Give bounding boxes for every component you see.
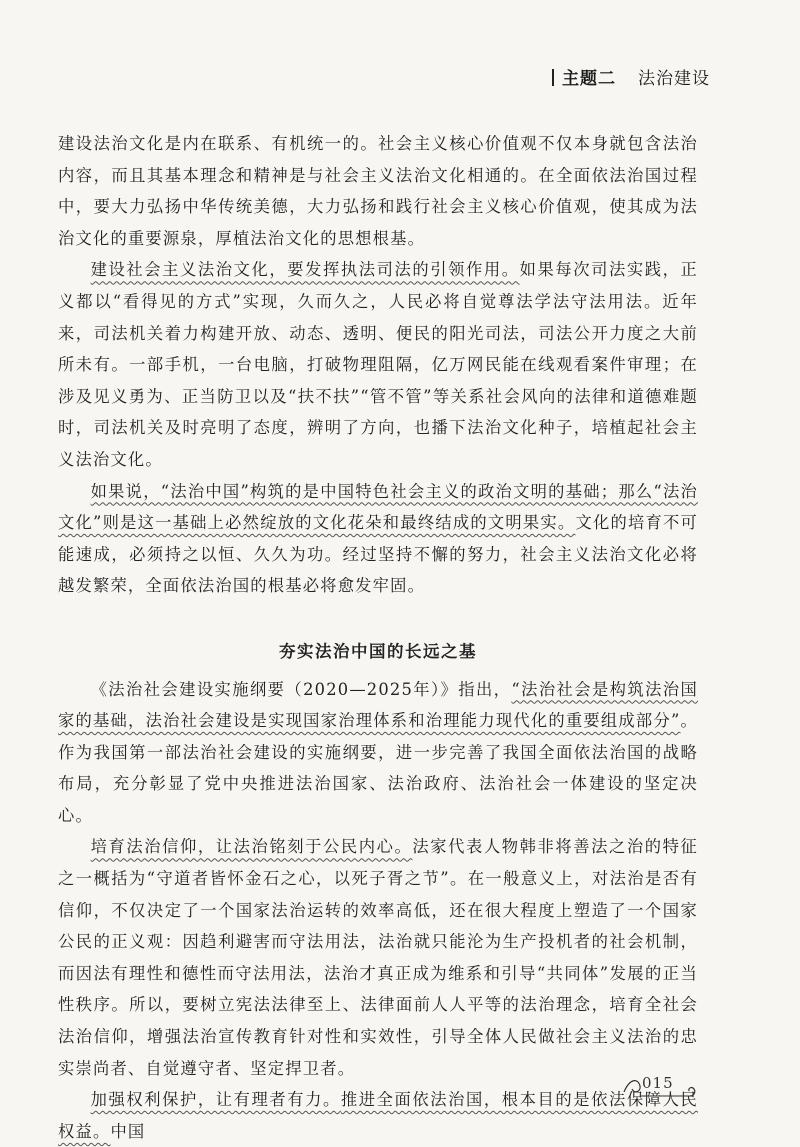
paragraph-text: 。作为我国第一部法治社会建设的实施纲要，进一步完善了我国全面依法治国的战略布局，充分彰显了党中央推进法治国家、法治政府、法治社会一体建设的坚定决心。 (58, 711, 698, 825)
section-title: 夯实法治中国的长远之基 (279, 641, 477, 661)
highlighted-sentence: 推进全面依法治国，根本目的是依法保障人民权益。 (58, 1090, 698, 1141)
highlighted-sentence: 加强权利保护，让有理者有力。 (90, 1090, 341, 1110)
header-divider (552, 69, 554, 86)
paragraph-text: 法家代表人物韩非将善法之治的特征之一概括为“守道者皆怀金石之心，以死子胥之节”。在一般意义上，对法治是否有信仰，不仅决定了一个国家法治运转的效率高低，还在很大程度上塑造了一个国家公民的正义观：因趋利避害而守法用法，法治就只能沦为生产投机者的社会机制，而因法有理性和德性而守法用法，法治才真正成为维系和引导“共同体”发展的正当性秩序。所以，要树立宪法法律至上、法律面前人人平等的法治理念，培育全社会法治信仰，增强法治宣传教育针对性和实效性，引导全体人民做社会主义法治的忠实崇尚者、自觉遵守者、坚定捍卫者。 (58, 837, 699, 1078)
paragraph-2 (58, 254, 698, 475)
paragraph-3 (58, 476, 698, 602)
paragraph-6 (58, 1084, 698, 1147)
highlighted-sentence: 如果说，“法治中国”构筑的是中国特色社会主义的政治文明的基础；那么“法治文化”则是这一基础上必然绽放的文化花朵和最终结成的文明果实。 (58, 481, 698, 533)
paragraph-text: 中国 (110, 1121, 146, 1141)
page-body (58, 128, 698, 1147)
highlighted-sentence: 培育法治信仰，让法治铭刻于公民内心。 (90, 837, 413, 857)
header-title: 法治建设 (638, 69, 710, 89)
page-number: 015 (642, 1074, 674, 1092)
highlighted-sentence: 建设社会主义法治文化，要发挥执法司法的引领作用。 (90, 260, 520, 280)
paragraph-5 (58, 831, 698, 1084)
header-theme: 主题二 (562, 69, 616, 89)
paragraph-1: 建设法治文化是内在联系、有机统一的。社会主义核心价值观不仅本身就包含法治内容，而且其基本理念和精神是与社会主义法治文化相通的。在全面依法治国过程中，要大力弘扬中华传统美德，大力弘扬和践行社会主义核心价值观，使其成为法治文化的重要源泉，厚植法治文化的思想根基。 (58, 134, 698, 248)
page-footer (620, 1072, 700, 1102)
paragraph-text: 文化的培育不可能速成，必须持之以恒、久久为功。经过坚持不懈的努力，社会主义法治文化必将越发繁荣，全面依法治国的根基必将愈发牢固。 (58, 513, 698, 596)
paragraph-4 (58, 674, 698, 832)
running-header (552, 64, 710, 89)
paragraph-text: 《法治社会建设实施纲要（2020—2025年）》指出， (90, 679, 512, 699)
highlighted-sentence: “法治社会是构筑法治国家的基础，法治社会建设是实现国家治理体系和治理能力现代化的重要组成部分” (58, 679, 698, 731)
paragraph-text: 如果每次司法实践，正义都以“看得见的方式”实现，久而久之，人民必将自觉尊法学法守法用法。近年来，司法机关着力构建开放、动态、透明、便民的阳光司法，司法公开力度之大前所未有。一部手机，一台电脑，打破物理阻隔，亿万网民能在线观看案件审理；在涉及见义勇为、正当防卫以及“扶不扶”“管不管”等关系社会风向的法律和道德难题时，司法机关及时亮明了态度，辨明了方向，也播下法治文化种子，培植起社会主义法治文化。 (58, 260, 698, 469)
